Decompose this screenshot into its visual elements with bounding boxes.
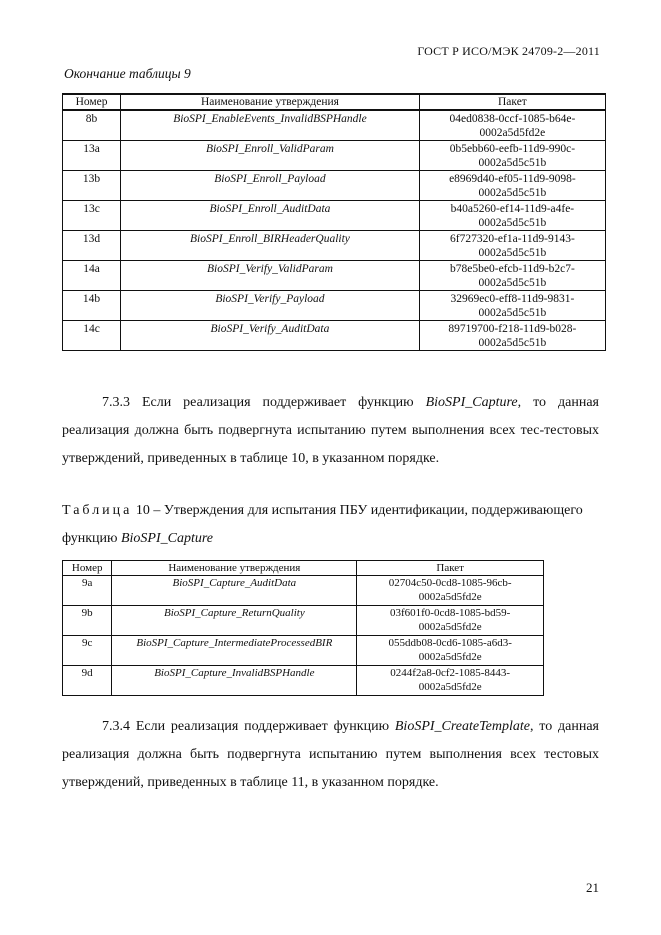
packet-line-1: 04ed0838-0ccf-1085-b64e- <box>449 113 576 125</box>
column-header-number: Номер <box>63 561 112 576</box>
packet-line-2: 0002a5d5c51b <box>478 277 547 289</box>
cell-statement-name: BioSPI_EnableEvents_InvalidBSPHandle <box>121 110 420 141</box>
column-header-number: Номер <box>63 94 121 110</box>
table-row <box>63 261 606 291</box>
function-name: BioSPI_CreateTemplate <box>394 719 530 734</box>
table-row <box>63 291 606 321</box>
function-name: BioSPI_Capture <box>425 395 518 410</box>
cell-number: 13d <box>63 231 121 261</box>
cell-packet <box>419 261 605 291</box>
cell-packet <box>419 141 605 171</box>
table-row <box>63 576 544 606</box>
packet-line-1: e8969d40-ef05-11d9-9098- <box>449 173 576 185</box>
packet-line-2: 0002a5d5c51b <box>478 337 547 349</box>
packet-line-1: 0244f2a8-0cf2-1085-8443- <box>390 667 511 679</box>
cell-packet <box>419 321 605 351</box>
paragraph-text: 7.3.4 Если реализация поддерживает функцию <box>102 719 395 734</box>
packet-line-2: 0002a5d5fd2e <box>479 127 546 139</box>
cell-statement-name: BioSPI_Capture_AuditData <box>112 576 357 606</box>
packet-line-1: 6f727320-ef1a-11d9-9143- <box>450 233 575 245</box>
packet-line-1: b78e5be0-efcb-11d9-b2c7- <box>450 263 575 275</box>
table-row <box>63 321 606 351</box>
cell-statement-name: BioSPI_Capture_IntermediateProcessedBIR <box>112 636 357 666</box>
packet-line-1: b40a5260-ef14-11d9-a4fe- <box>450 203 575 215</box>
column-header-name: Наименование утверждения <box>112 561 357 576</box>
cell-number: 13b <box>63 171 121 201</box>
cell-statement-name: BioSPI_Capture_InvalidBSPHandle <box>112 666 357 696</box>
function-name: BioSPI_Capture <box>120 531 213 546</box>
cell-packet <box>419 201 605 231</box>
column-header-packet: Пакет <box>357 561 544 576</box>
column-header-packet: Пакет <box>419 94 605 110</box>
cell-packet <box>357 666 544 696</box>
cell-statement-name: BioSPI_Enroll_ValidParam <box>121 141 420 171</box>
packet-line-1: 32969ec0-eff8-11d9-9831- <box>450 293 575 305</box>
table-label: Таблица <box>62 503 133 518</box>
table-row <box>63 171 606 201</box>
paragraph-text: , то данная реализация должна быть подвергнута испытанию путем выполнения всех тестовых утверждений, приведенных в таблице 11, в указанном порядке. <box>62 719 599 790</box>
packet-line-2: 0002a5d5c51b <box>478 187 547 199</box>
document-header: ГОСТ Р ИСО/МЭК 24709-2—2011 <box>417 44 600 58</box>
cell-number: 14c <box>63 321 121 351</box>
table10-caption <box>62 497 602 553</box>
paragraph-text: 7.3.3 Если реализация поддерживает функцию <box>102 395 426 410</box>
caption-text: 10 – Утверждения для испытания ПБУ идентификации, поддерживающего функцию <box>62 503 583 546</box>
packet-line-2: 0002a5d5c51b <box>478 217 547 229</box>
cell-packet <box>419 231 605 261</box>
paragraph-7-3-3 <box>62 389 599 473</box>
page-number: 21 <box>586 880 599 895</box>
cell-number: 8b <box>63 110 121 141</box>
cell-number: 13c <box>63 201 121 231</box>
table-row <box>63 110 606 141</box>
packet-line-2: 0002a5d5fd2e <box>418 591 482 603</box>
table-row <box>63 636 544 666</box>
cell-packet <box>419 291 605 321</box>
table-row <box>63 231 606 261</box>
table9-caption: Окончание таблицы 9 <box>64 66 191 81</box>
packet-line-1: 89719700-f218-11d9-b028- <box>448 323 577 335</box>
table-row <box>63 606 544 636</box>
table10-header-row <box>63 561 544 576</box>
cell-statement-name: BioSPI_Enroll_Payload <box>121 171 420 201</box>
cell-number: 9c <box>63 636 112 666</box>
paragraph-7-3-4 <box>62 713 599 797</box>
packet-line-2: 0002a5d5c51b <box>478 307 547 319</box>
cell-number: 9b <box>63 606 112 636</box>
packet-line-1: 0b5ebb60-eefb-11d9-990c- <box>449 143 576 155</box>
cell-number: 14b <box>63 291 121 321</box>
cell-packet <box>419 110 605 141</box>
cell-statement-name: BioSPI_Verify_Payload <box>121 291 420 321</box>
table9-header-row <box>63 94 606 110</box>
cell-packet <box>357 636 544 666</box>
packet-line-1: 055ddb08-0cd6-1085-a6d3- <box>388 637 512 649</box>
cell-statement-name: BioSPI_Enroll_AuditData <box>121 201 420 231</box>
cell-statement-name: BioSPI_Verify_AuditData <box>121 321 420 351</box>
table-row <box>63 201 606 231</box>
cell-packet <box>357 576 544 606</box>
packet-line-2: 0002a5d5c51b <box>478 157 547 169</box>
cell-statement-name: BioSPI_Capture_ReturnQuality <box>112 606 357 636</box>
cell-packet <box>357 606 544 636</box>
cell-number: 9d <box>63 666 112 696</box>
packet-line-1: 03f601f0-0cd8-1085-bd59- <box>389 607 511 619</box>
packet-line-2: 0002a5d5fd2e <box>418 681 482 693</box>
packet-line-2: 0002a5d5fd2e <box>418 651 482 663</box>
packet-line-1: 02704c50-0cd8-1085-96cb- <box>388 577 512 589</box>
cell-number: 14a <box>63 261 121 291</box>
column-header-name: Наименование утверждения <box>121 94 420 110</box>
table-row <box>63 141 606 171</box>
packet-line-2: 0002a5d5fd2e <box>418 621 482 633</box>
cell-number: 9a <box>63 576 112 606</box>
table9 <box>62 93 606 351</box>
cell-number: 13a <box>63 141 121 171</box>
cell-statement-name: BioSPI_Verify_ValidParam <box>121 261 420 291</box>
table-row <box>63 666 544 696</box>
cell-statement-name: BioSPI_Enroll_BIRHeaderQuality <box>121 231 420 261</box>
packet-line-2: 0002a5d5c51b <box>478 247 547 259</box>
cell-packet <box>419 171 605 201</box>
table10 <box>62 560 544 696</box>
paragraph-text: , то данная реализация должна быть подвергнута испытанию путем выполнения всех тес-тестовых утверждений, приведенных в таблице 10, в указанном порядке. <box>62 395 599 466</box>
